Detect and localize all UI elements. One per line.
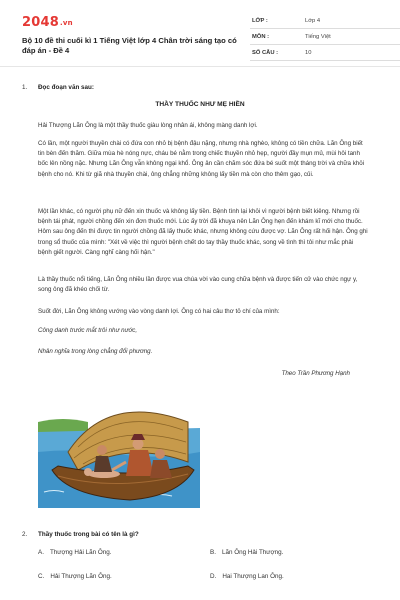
question-1-number: 1. bbox=[22, 84, 28, 91]
option-text: Hải Thượng Lãn Ông. bbox=[50, 573, 112, 580]
meta-row-grade bbox=[250, 13, 400, 29]
question-2-prompt: Thầy thuốc trong bài có tên là gì? bbox=[38, 531, 139, 538]
option-letter: D. bbox=[210, 573, 217, 580]
option-text: Lãn Ông Hải Thượng. bbox=[221, 549, 284, 556]
story-paragraph-3: Một lần khác, có người phụ nữ đến xin thuốc và không lấy tiền. Bệnh tình lại khỏi vì người bệnh biết kiêng. Nhưng rồi bệnh tái phát, người chồng đến xin đơn thuốc mới. Lúc ấy trời đã khuya nên Lãn Ông hẹn đến khám kĩ mới cho thuốc. Hôm sau ông đến thì được tin người chồng đã lấy thuốc khác, nhưng không cứu được vợ. Lãn Ông rất hối hận. Ông ghi trong sổ thuốc của mình: "Xét về việc thì người bệnh chết do tay thầy thuốc khác, song về tình thì tôi như mắc phải bệnh giết người. Càng nghĩ càng hối hận." bbox=[38, 208, 368, 256]
logo-suffix: .vn bbox=[59, 19, 73, 27]
poem-line-1: Công danh trước mắt trôi như nước, bbox=[38, 327, 138, 334]
option-a[interactable] bbox=[38, 549, 112, 556]
option-d[interactable] bbox=[210, 573, 284, 580]
meta-value: Lớp 4 bbox=[305, 18, 321, 24]
question-2-number: 2. bbox=[22, 531, 28, 538]
option-letter: A. bbox=[38, 549, 44, 556]
meta-row-question-count bbox=[250, 45, 400, 61]
option-c[interactable] bbox=[38, 573, 112, 580]
option-text: Thượng Hải Lãn Ông. bbox=[49, 549, 112, 556]
header bbox=[22, 12, 382, 62]
question-1-prompt: Đọc đoạn văn sau: bbox=[38, 84, 94, 91]
story-paragraph-1: Hải Thượng Lãn Ông là một thầy thuốc giàu lòng nhân ái, không màng danh lợi. bbox=[38, 122, 258, 129]
meta-key: MÔN : bbox=[252, 34, 270, 40]
option-letter: C. bbox=[38, 573, 45, 580]
meta-value: 10 bbox=[305, 50, 312, 56]
story-paragraph-5: Suốt đời, Lãn Ông không vướng vào vòng danh lợi. Ông có hai câu thơ tỏ chí của mình: bbox=[38, 308, 280, 315]
option-b[interactable] bbox=[210, 549, 283, 556]
story-paragraph-2: Có lần, một người thuyền chài có đứa con nhỏ bị bệnh đậu nặng, nhưng nhà nghèo, không có tiền chữa. Lãn Ông biết tin bèn đến thăm. Giữa mùa hè nóng nực, cháu bé nằm trong chiếc thuyền nhỏ hẹp, người đầy mụn mủ, mùi hôi tanh bốc lên nồng nặc. Nhưng Lãn Ông vẫn không ngại khổ. Ông ân cần chăm sóc đứa bé suốt một tháng trời và chữa khỏi bệnh cho nó. Khi từ giã nhà thuyền chài, ông chẳng những không lấy tiền mà còn cho thêm gạo, củi. bbox=[38, 140, 365, 178]
site-logo[interactable] bbox=[22, 15, 73, 30]
document-title: Bộ 10 đề thi cuối kì 1 Tiếng Việt lớp 4 Chân trời sáng tạo có đáp án - Đề 4 bbox=[22, 36, 237, 55]
poem-line-2: Nhân nghĩa trong lòng chẳng đổi phương. bbox=[38, 348, 153, 355]
meta-key: SỐ CÂU : bbox=[252, 50, 279, 56]
boat-illustration bbox=[38, 392, 200, 508]
option-text: Hai Thượng Lan Ông. bbox=[222, 573, 284, 580]
story-paragraph-4: Là thầy thuốc nổi tiếng, Lãn Ông nhiều lần được vua chúa vời vào cung chữa bệnh và được tiến cử vào chức ngự y, song ông đã khéo chối từ. bbox=[38, 276, 358, 294]
meta-value: Tiếng Việt bbox=[305, 34, 331, 40]
meta-table bbox=[250, 13, 400, 61]
meta-row-subject bbox=[250, 29, 400, 45]
logo-text: 2048 bbox=[22, 15, 59, 30]
story-title: THẦY THUỐC NHƯ MẸ HIỀN bbox=[155, 101, 245, 108]
option-letter: B. bbox=[210, 549, 216, 556]
meta-key: LỚP : bbox=[252, 18, 268, 24]
header-divider bbox=[0, 66, 400, 67]
story-author: Theo Trần Phương Hạnh bbox=[281, 370, 350, 377]
